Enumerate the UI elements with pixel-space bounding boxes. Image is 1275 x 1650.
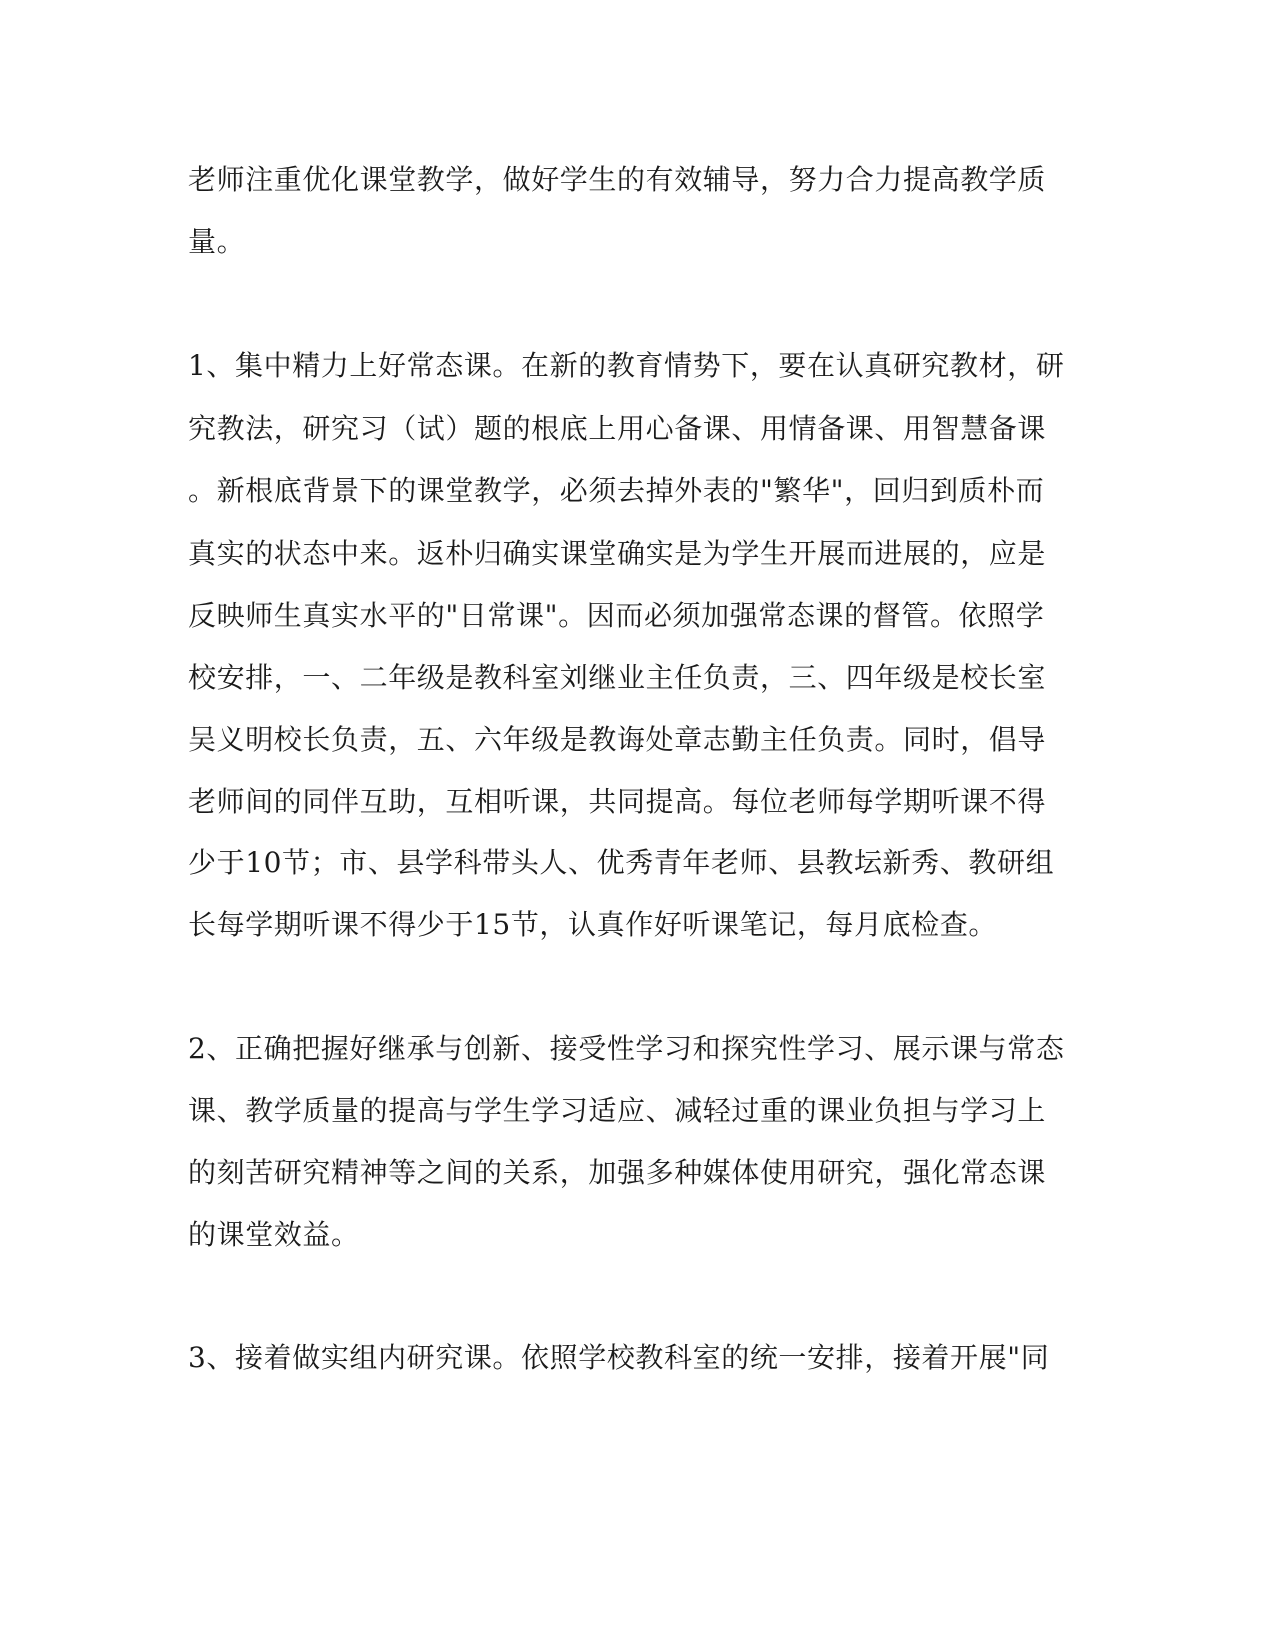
text-line: 老师注重优化课堂教学，做好学生的有效辅导，努力合力提高教学质 [188,163,1047,196]
text-line: 校安排，一、二年级是教科室刘继业主任负责，三、四年级是校长室 [188,661,1047,694]
text-line: 反映师生真实水平的"日常课"。因而必须加强常态课的督管。依照学 [188,599,1045,632]
text-line: 少于10节；市、县学科带头人、优秀青年老师、县教坛新秀、教研组 [188,846,1055,879]
text-line: 量。 [188,225,246,258]
text-line: 吴义明校长负责，五、六年级是教诲处章志勤主任负责。同时，倡导 [188,723,1047,756]
text-line: 的刻苦研究精神等之间的关系，加强多种媒体使用研究，强化常态课 [188,1156,1047,1189]
text-line: 3、接着做实组内研究课。依照学校教科室的统一安排，接着开展"同 [188,1341,1050,1374]
text-line: 1、集中精力上好常态课。在新的教育情势下，要在认真研究教材，研 [188,349,1065,382]
text-line: 长每学期听课不得少于15节，认真作好听课笔记，每月底检查。 [188,908,998,941]
text-line: 2、正确把握好继承与创新、接受性学习和探究性学习、展示课与常态 [188,1032,1065,1065]
text-line: 究教法，研究习（试）题的根底上用心备课、用情备课、用智慧备课 [188,412,1047,445]
text-line: 的课堂效益。 [188,1218,360,1251]
text-line: 老师间的同伴互助，互相听课，共同提高。每位老师每学期听课不得 [188,785,1047,818]
text-line: 。新根底背景下的课堂教学，必须去掉外表的"繁华"，回归到质朴而 [188,474,1045,507]
text-line: 真实的状态中来。返朴归确实课堂确实是为学生开展而进展的，应是 [188,537,1047,570]
text-line: 课、教学质量的提高与学生学习适应、减轻过重的课业负担与学习上 [188,1094,1047,1127]
